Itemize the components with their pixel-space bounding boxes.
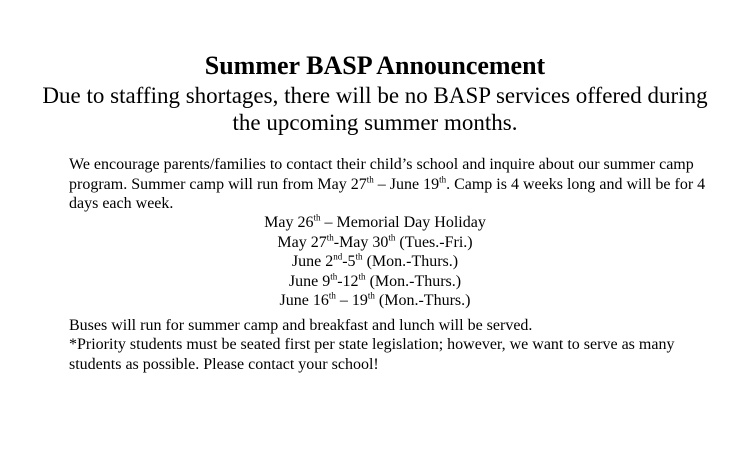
date-text: June 2 [291, 253, 334, 270]
date-sup: th [388, 232, 396, 243]
date-sup: th [367, 290, 375, 301]
announcement-subtitle: Due to staffing shortages, there will be no BASP services offered during the upcoming summer months. [42, 83, 708, 135]
date-list [0, 213, 750, 311]
date-line-memorial-day [0, 213, 750, 233]
buses-paragraph: Buses will run for summer camp and breakfast and lunch will be served. [69, 317, 533, 334]
date-sup: th [313, 212, 321, 223]
date-sup: th [358, 271, 366, 282]
date-text: (Mon.-Thurs.) [374, 292, 471, 309]
date-sup: th [328, 290, 336, 301]
intro-text-1: We encourage parents/families to contact their child’s school and inquire about our summer camp program. Summer camp will run from May 27 [69, 156, 694, 193]
intro-sup-2: th [439, 174, 447, 185]
date-text: May 27 [277, 233, 327, 251]
date-text: May 26 [264, 214, 314, 231]
date-line-week-3 [0, 272, 750, 292]
date-text: – Memorial Day Holiday [320, 214, 486, 231]
intro-paragraph [69, 155, 709, 214]
intro-text-2: – June 19 [373, 175, 440, 193]
date-text: June 16 [279, 292, 329, 309]
date-sup: nd [333, 251, 343, 262]
announcement-title: Summer BASP Announcement [204, 51, 546, 80]
date-text: (Mon.-Thurs.) [362, 253, 459, 270]
date-text: (Tues.-Fri.) [395, 233, 473, 251]
intro-text-3: . Camp is 4 weeks long and will be for 4 days each week. [69, 175, 706, 212]
date-text: -12 [337, 272, 359, 290]
date-text: (Mon.-Thurs.) [365, 272, 462, 290]
date-text: -5 [342, 253, 356, 270]
date-sup: th [330, 271, 338, 282]
date-sup: th [326, 232, 334, 243]
date-sup: th [355, 251, 363, 262]
date-text: – 19 [335, 292, 368, 309]
date-line-week-1 [0, 233, 750, 253]
priority-paragraph: *Priority students must be seated first per state legislation; however, we want to serve as many students as possible. Please contact your school! [69, 336, 675, 373]
date-line-week-2 [0, 252, 750, 272]
intro-sup-1: th [366, 174, 374, 185]
date-line-week-4 [0, 291, 750, 311]
date-text: June 9 [288, 272, 331, 290]
date-text: -May 30 [333, 233, 389, 251]
